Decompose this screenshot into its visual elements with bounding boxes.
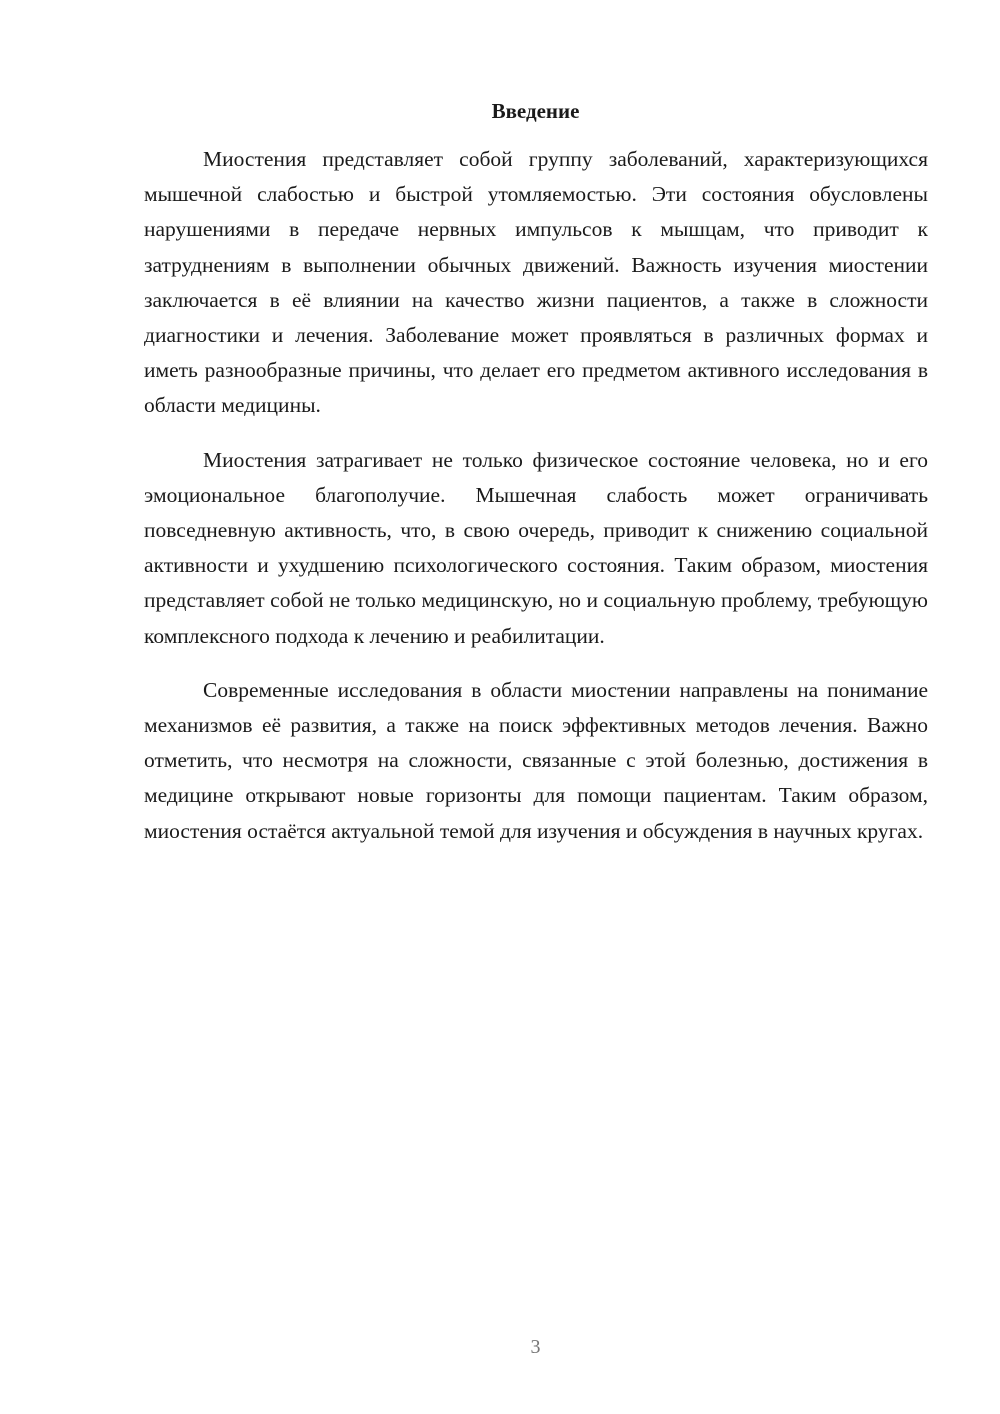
paragraph-1: Миостения представляет собой группу заболеваний, характеризующихся мышечной слабостью и быстрой утомляемостью. Эти состояния обусловлены нарушениями в передаче нервных импульсов к мышцам, что приводит к затруднениям в выполнении обычных движений. Важность изучения миостении заключается в её влиянии на качество жизни пациентов, а также в сложности диагностики и лечения. Заболевание может проявляться в различных формах и иметь разнообразные причины, что делает его предметом активного исследования в области медицины. <box>144 147 928 418</box>
paragraph-2: Миостения затрагивает не только физическое состояние человека, но и его эмоциональное благополучие. Мышечная слабость может ограничивать повседневную активность, что, в свою очередь, приводит к снижению социальной активности и ухудшению психологического состояния. Таким образом, миостения представляет собой не только медицинскую, но и социальную проблему, требующую комплексного подхода к лечению и реабилитации. <box>144 447 928 648</box>
paragraph-3: Современные исследования в области миостении направлены на понимание механизмов её развития, а также на поиск эффективных методов лечения. Важно отметить, что несмотря на сложности, связанные с этой болезнью, достижения в медицине открывают новые горизонты для помощи пациентам. Таким образом, миостения остаётся актуальной темой для изучения и обсуждения в научных кругах. <box>144 677 928 843</box>
page-number: 3 <box>530 1336 541 1358</box>
section-title: Введение <box>491 99 580 123</box>
body-text <box>144 142 928 849</box>
